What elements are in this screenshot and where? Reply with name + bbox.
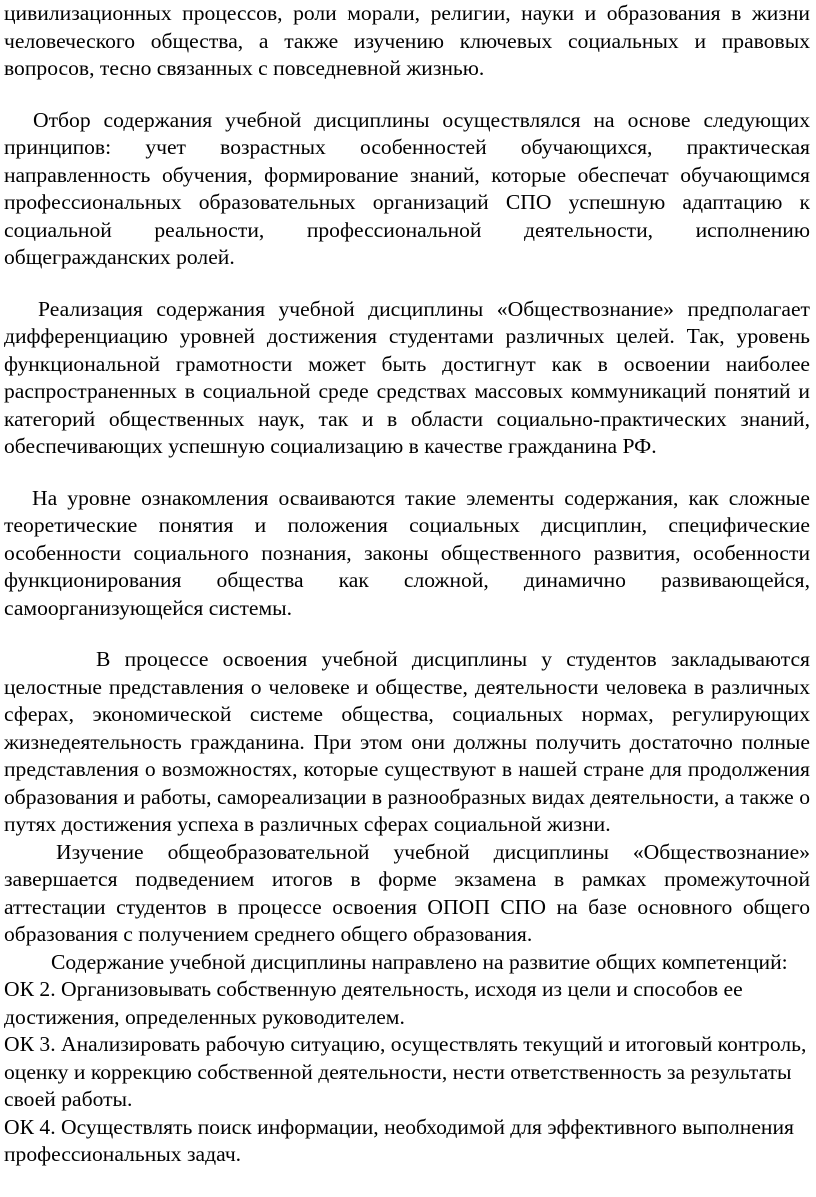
paragraph-competencies-intro: Содержание учебной дисциплины направлено на развитие общих компетенций: bbox=[51, 949, 788, 974]
competency-ok4: ОК 4. Осуществлять поиск информации, необходимой для эффективного выполнения профессиональных задач. bbox=[4, 1114, 794, 1166]
paragraph-familiarization-level: На уровне ознакомления осваиваются такие элементы содержания, как сложные теоретические понятия и положения социальных дисциплин, специфические особенности социального познания, законы общественного развития, особенности функционирования общества как сложной, динамично развивающейся, самоорганизующейся системы. bbox=[4, 485, 810, 620]
competency-ok3: ОК 3. Анализировать рабочую ситуацию, осуществлять текущий и итоговый контроль, оценку и коррекцию собственной деятельности, нести ответственность за результаты своей работы. bbox=[4, 1032, 807, 1111]
paragraph-continuation: цивилизационных процессов, роли морали, религии, науки и образования в жизни человеческого общества, а также изучению ключевых социальных и правовых вопросов, тесно связанных с повседневной жизнью. bbox=[4, 1, 810, 80]
paragraph-implementation: Реализация содержания учебной дисциплины «Обществознание» предполагает дифференциацию уровней достижения студентами различных целей. Так, уровень функциональной грамотности может быть достигнут как в освоении наиболее распространенных в социальной среде средствах массовых коммуникаций понятий и категорий общественных наук, так и в области социально-практических знаний, обеспечивающих успешную социализацию в качестве гражданина РФ. bbox=[4, 296, 810, 458]
competency-ok2: ОК 2. Организовывать собственную деятельность, исходя из цели и способов ее достижения, определенных руководителем. bbox=[4, 977, 743, 1029]
paragraph-learning-process: В процессе освоения учебной дисциплины у студентов закладываются целостные представления о человеке и обществе, деятельности человека в различных сферах, экономической системе общества, социальных нормах, регулирующих жизнедеятельность гражданина. При этом они должны получить достаточно полные представления о возможностях, которые существуют в нашей стране для продолжения образования и работы, самореализации в разнообразных видах деятельности, а также о путях достижения успеха в различных сферах социальной жизни. bbox=[4, 647, 810, 836]
paragraph-exam: Изучение общеобразовательной учебной дисциплины «Обществознание» завершается подведением итогов в форме экзамена в рамках промежуточной аттестации студентов в процессе освоения ОПОП СПО на базе основного общего образования с получением среднего общего образования. bbox=[4, 839, 810, 946]
paragraph-content-selection: Отбор содержания учебной дисциплины осуществлялся на основе следующих принципов: учет возрастных особенностей обучающихся, практическая направленность обучения, формирование знаний, которые обеспечат обучающимся профессиональных образовательных организаций СПО успешную адаптацию к социальной реальности, профессиональной деятельности, исполнению общегражданских ролей. bbox=[4, 107, 810, 269]
